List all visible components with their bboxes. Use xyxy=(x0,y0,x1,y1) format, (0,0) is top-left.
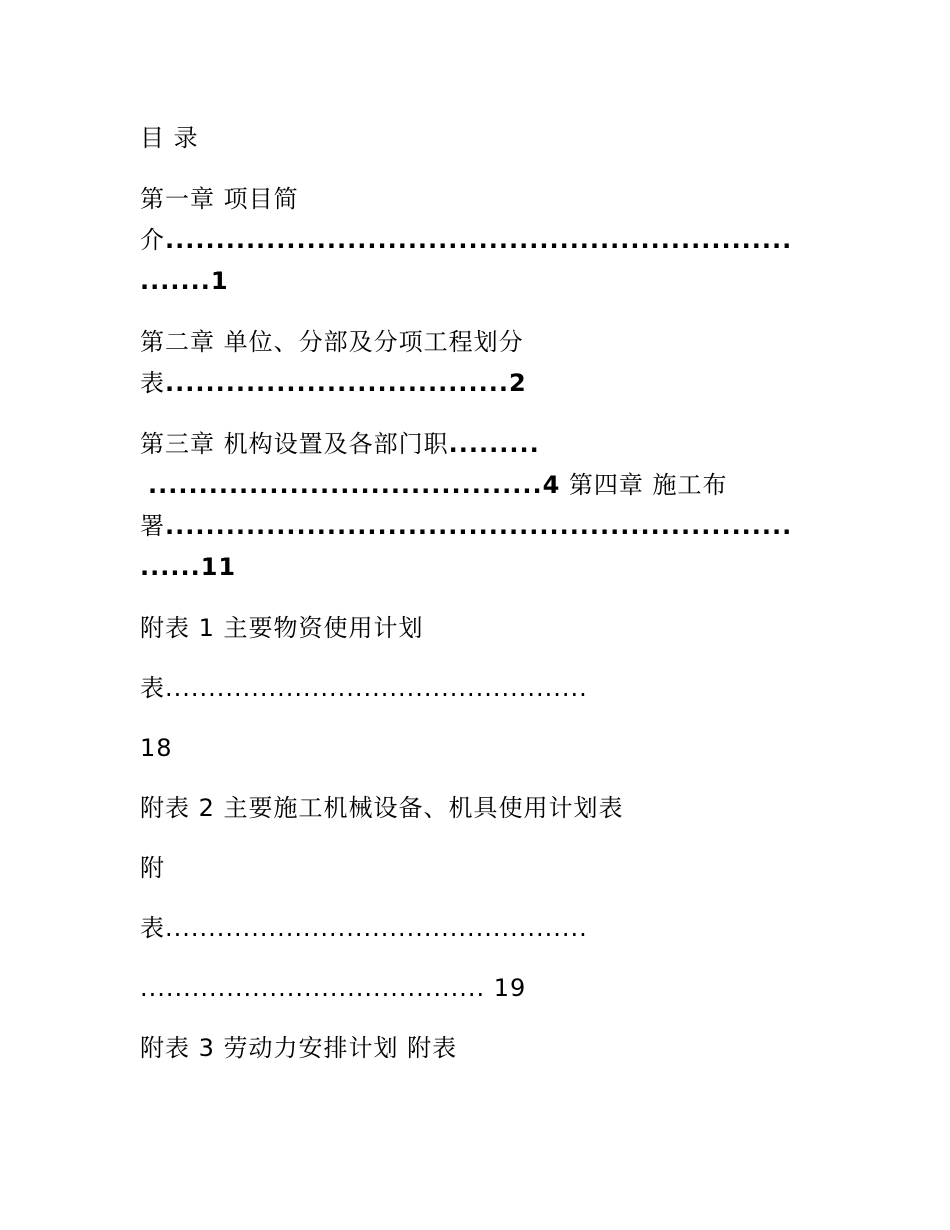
toc-page-number: ......11 xyxy=(140,553,237,581)
toc-leader-dots: .......................................4 xyxy=(148,471,561,499)
toc-line-appendix2: 附表 2 主要施工机械设备、机具使用计划表 xyxy=(140,794,624,822)
toc-line-chapter3-cont xyxy=(148,470,728,500)
toc-leader-dots: .............................................................. xyxy=(165,226,793,254)
toc-title: 目 录 xyxy=(140,124,199,152)
toc-leader-dots: ..................................2 xyxy=(165,369,527,397)
toc-line-chapter1-cont xyxy=(140,225,792,255)
toc-leader-dots: ......... xyxy=(448,430,540,458)
toc-line-chapter2-cont xyxy=(140,368,527,398)
toc-text: 第三章 机构设置及各部门职 xyxy=(140,430,449,458)
toc-line-chapter4-cont xyxy=(140,511,792,541)
toc-text: 表 xyxy=(140,369,165,397)
toc-page-number: .......1 xyxy=(140,267,229,295)
toc-line-chapter1: 第一章 项目简 xyxy=(140,185,299,213)
toc-line-chapter2: 第二章 单位、分部及分项工程划分 xyxy=(140,328,524,356)
toc-line-appendix3: 附表 3 劳动力安排计划 附表 xyxy=(140,1034,458,1062)
toc-page-number: ........................................ 19 xyxy=(140,974,527,1002)
toc-line-chapter3 xyxy=(140,429,540,459)
toc-leader-dots: .............................................................. xyxy=(165,512,793,540)
toc-text: 署 xyxy=(140,512,165,540)
toc-line-appendix-cont: 表................................................. xyxy=(140,914,588,942)
toc-line-appendix-label: 附 xyxy=(140,854,165,882)
toc-text: 介 xyxy=(140,226,165,254)
toc-page-number: 18 xyxy=(140,734,173,762)
toc-line-appendix1: 附表 1 主要物资使用计划 xyxy=(140,614,424,642)
toc-line-appendix1-cont: 表................................................. xyxy=(140,674,588,702)
toc-text: 第四章 施工布 xyxy=(560,471,728,499)
